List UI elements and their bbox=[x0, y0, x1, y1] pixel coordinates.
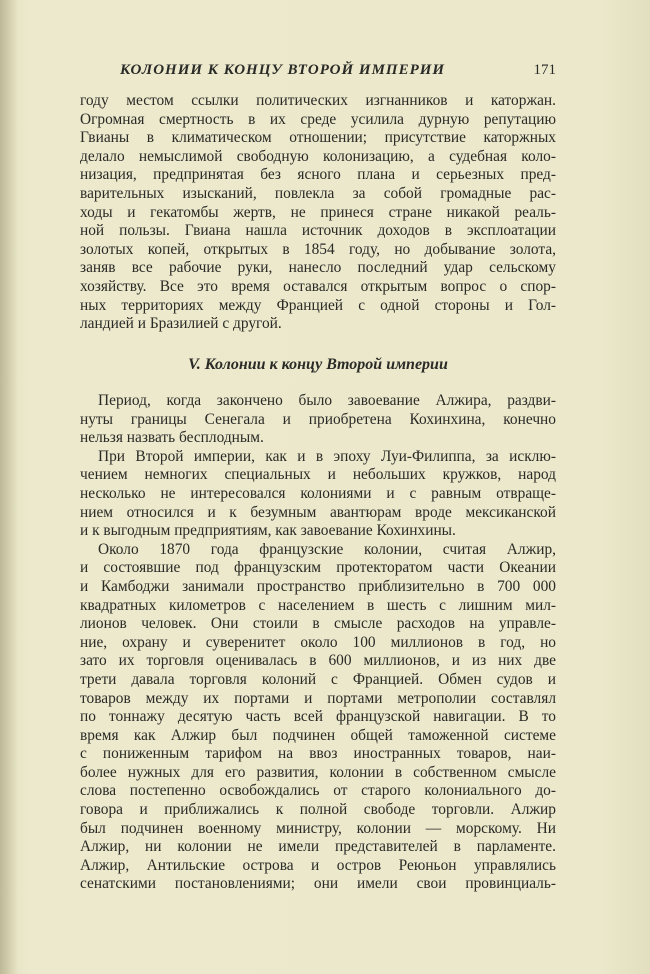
page-binding-shadow bbox=[0, 0, 18, 974]
text-line: нельзя назвать бесплодным. bbox=[80, 429, 264, 447]
text-line: и Камбоджи занимали пространство приблизительно в 700 000 bbox=[80, 577, 556, 595]
text-line: по тоннажу десятую часть всей французской навигации. В то bbox=[80, 708, 556, 726]
text-line: сенатскими постановлениями; они имели свои провинциаль- bbox=[80, 875, 556, 893]
text-line: делало немыслимой свободную колонизацию, а судебная коло- bbox=[80, 147, 556, 165]
text-line: с пониженным тарифом на ввоз иностранных товаров, наи- bbox=[80, 745, 556, 763]
text-line: лионов человек. Они стоили в смысле расходов на управле- bbox=[80, 615, 556, 633]
paragraph-1870 bbox=[80, 541, 556, 894]
text-line: говора и приближались к полной свободе торговли. Алжир bbox=[80, 801, 556, 819]
text-line: более нужных для его развития, колонии в собственном смысле bbox=[80, 763, 556, 781]
text-line: хозяйству. Все это время оставался открытым вопрос о спор- bbox=[80, 277, 556, 295]
text-line: Алжир, ни колонии не имели представителей в парламенте. bbox=[80, 838, 556, 856]
text-line: чением немногих специальных и небольших кружков, народ bbox=[80, 466, 556, 484]
text-line: ных территориях между Францией с одной стороны и Гол- bbox=[80, 296, 556, 314]
text-line: ходы и гекатомбы жертв, не принеся стране никакой реаль- bbox=[80, 203, 556, 221]
text-line: низация, предпринятая без ясного плана и серьезных пред- bbox=[80, 166, 556, 184]
text-line: и к выгодным предприятиям, как завоевание Кохинхины. bbox=[80, 522, 456, 540]
text-line: Гвианы в климатическом отношении; присутствие каторжных bbox=[80, 129, 556, 147]
paragraph-period bbox=[80, 392, 556, 448]
text-line: время как Алжир был подчинен общей таможенной системе bbox=[80, 726, 556, 744]
text-line: Около 1870 года французские колонии, считая Алжир, bbox=[98, 540, 556, 558]
section-heading: V. Колонии к концу Второй империи bbox=[188, 356, 448, 373]
text-line: ние, охрану и суверенитет около 100 миллионов в год, но bbox=[80, 633, 556, 651]
text-line: ландией и Бразилией с другой. bbox=[80, 315, 282, 333]
running-head: КОЛОНИИ К КОНЦУ ВТОРОЙ ИМПЕРИИ bbox=[120, 62, 446, 78]
text-line: Алжир, Антильские острова и остров Реюньон управлялись bbox=[80, 856, 556, 874]
text-line: варительных изысканий, повлекла за собой громадные рас- bbox=[80, 184, 556, 202]
page-number: 171 bbox=[533, 62, 556, 78]
paragraph-second-empire bbox=[80, 448, 556, 541]
paragraph-guiana bbox=[80, 92, 556, 334]
section-body bbox=[80, 392, 556, 894]
page-header bbox=[80, 62, 556, 84]
text-line: году местом ссылки политических изгнанников и каторжан. bbox=[80, 92, 556, 109]
text-line: нуты границы Сенегала и приобретена Кохинхина, конечно bbox=[80, 410, 556, 428]
text-line: зато их торговля оценивалась в 600 миллионов, и из них две bbox=[80, 652, 556, 670]
text-line: золотых копей, открытых в 1854 году, но добывание золота, bbox=[80, 240, 556, 258]
text-line: был подчинен военному министру, колонии — морскому. Ни bbox=[80, 819, 556, 837]
text-line: Огромная смертность в их среде усилила дурную репутацию bbox=[80, 110, 556, 128]
text-line: квадратных километров с населением в шесть с лишним мил- bbox=[80, 596, 556, 614]
text-line: При Второй империи, как и в эпоху Луи-Филиппа, за исклю- bbox=[98, 447, 556, 465]
text-line: ной пользы. Гвиана нашла источник доходов в эксплоатации bbox=[80, 222, 556, 240]
text-line: товаров между их портами и портами метрополии составлял bbox=[80, 689, 556, 707]
text-line: слова постепенно освобождались от старого колониального до- bbox=[80, 782, 556, 800]
text-line: заняв все рабочие руки, нанесло последний удар сельскому bbox=[80, 259, 556, 277]
text-line: нием относился и к безумным авантюрам вроде мексиканской bbox=[80, 503, 556, 521]
text-line: несколько не интересовался колониями и с равным отвраще- bbox=[80, 484, 556, 502]
text-line: трети давала торговля колоний с Францией. Обмен судов и bbox=[80, 670, 556, 688]
text-line: и состоявшие под французским протекторатом части Океании bbox=[80, 559, 556, 577]
text-line: Период, когда закончено было завоевание Алжира, раздви- bbox=[98, 392, 556, 409]
